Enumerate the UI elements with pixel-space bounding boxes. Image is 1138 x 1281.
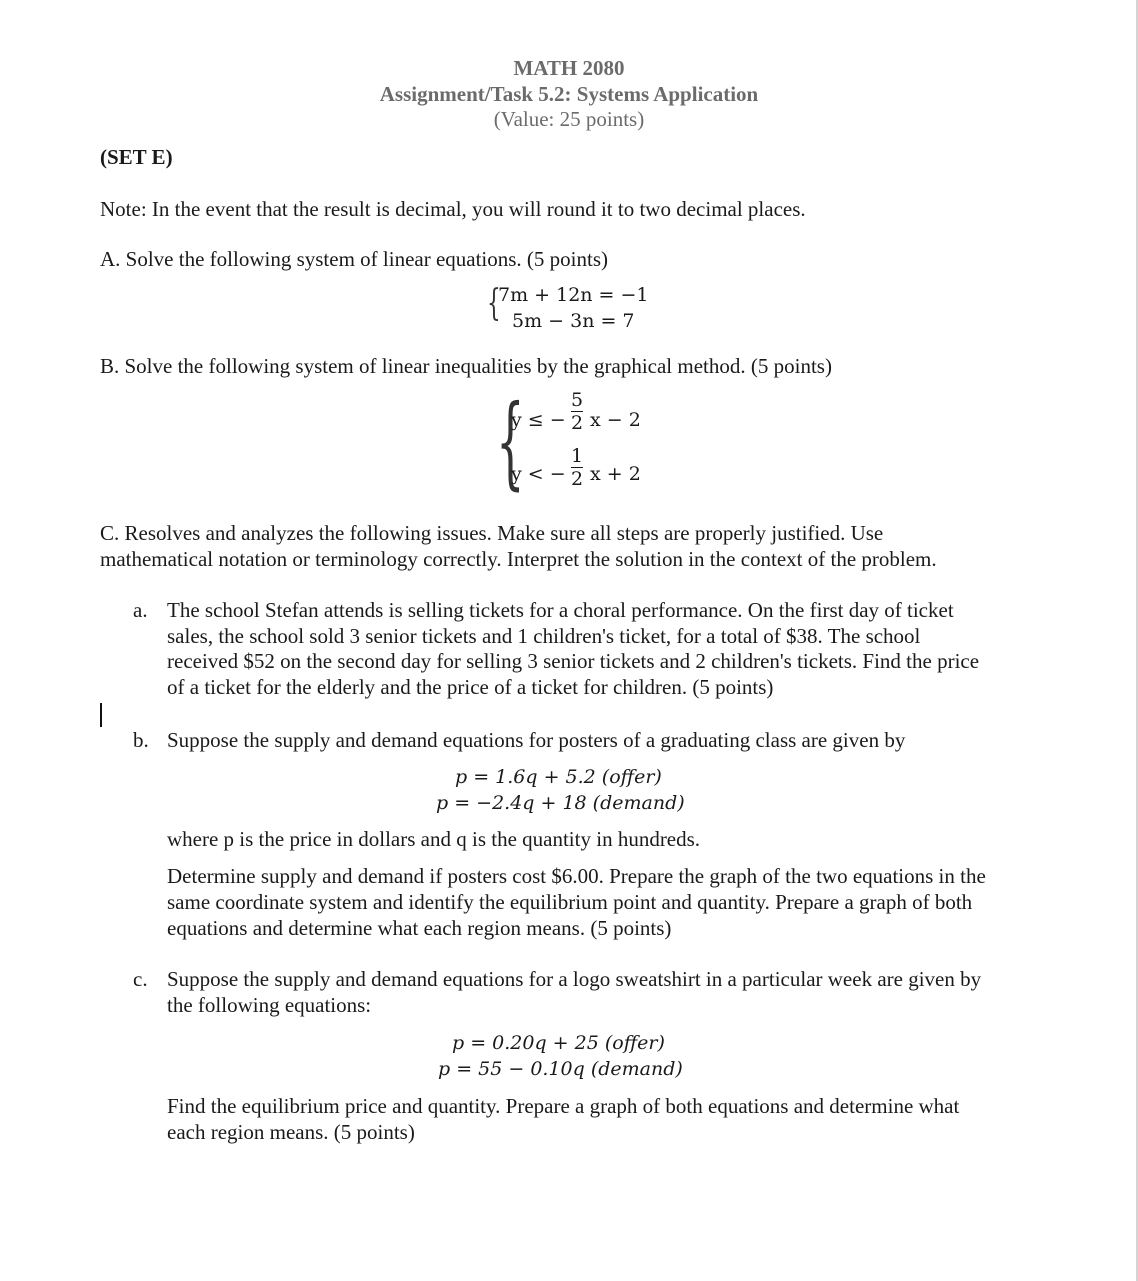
item-b-line: equations and determine what each region means. (5 points) (167, 916, 672, 940)
item-c-intro-line: Suppose the supply and demand equations for a logo sweatshirt in a particular week are given by (167, 967, 982, 991)
item-c-line: Find the equilibrium price and quantity. Prepare a graph of both equations and determine what (167, 1094, 960, 1118)
item-a-line: sales, the school sold 3 senior tickets and 1 children's ticket, for a total of $38. The school (167, 624, 921, 648)
equation-b-demand: p = −2.4q + 18 (demand) (436, 792, 685, 814)
item-a-line: The school Stefan attends is selling tickets for a choral performance. On the first day of ticket (167, 598, 954, 622)
fraction-denominator: 2 (571, 468, 584, 490)
assignment-title: Assignment/Task 5.2: Systems Application (379, 82, 759, 106)
item-b-where: where p is the price in dollars and q is the quantity in hundreds. (167, 827, 701, 851)
item-b-marker: b. (133, 728, 149, 752)
set-label: (SET E) (100, 145, 173, 169)
fraction-denominator: 2 (571, 412, 584, 434)
inequality-b1-fraction (571, 390, 583, 433)
course-title: MATH 2080 (513, 56, 625, 80)
equation-a2: 5m − 3n = 7 (512, 310, 635, 332)
item-b-line: Determine supply and demand if posters cost $6.00. Prepare the graph of the two equations in the (167, 864, 986, 888)
equation-a1: 7m + 12n = −1 (498, 284, 649, 306)
item-a-marker: a. (133, 598, 148, 622)
inequality-b1-lhs: y ≤ − (511, 409, 566, 431)
text-cursor (100, 703, 102, 727)
rounding-note: Note: In the event that the result is decimal, you will round it to two decimal places. (100, 197, 806, 221)
item-c-intro-line: the following equations: (167, 993, 372, 1017)
section-b-prompt: B. Solve the following system of linear inequalities by the graphical method. (5 points) (100, 354, 832, 378)
item-b-intro: Suppose the supply and demand equations for posters of a graduating class are given by (167, 728, 906, 752)
item-a-line: received $52 on the second day for selling 3 senior tickets and 2 children's tickets. Find the price (167, 649, 980, 673)
item-b-line: same coordinate system and identify the equilibrium point and quantity. Prepare a graph of both (167, 890, 973, 914)
fraction-numerator: 5 (571, 389, 584, 411)
inequality-b2-rhs: x + 2 (590, 463, 641, 485)
left-brace-icon: { (496, 383, 525, 500)
section-c-intro-line2: mathematical notation or terminology correctly. Interpret the solution in the context of the problem. (100, 547, 937, 571)
assignment-value: (Value: 25 points) (493, 107, 645, 131)
left-brace-icon: { (487, 283, 501, 324)
equation-c-demand: p = 55 − 0.10q (demand) (438, 1058, 683, 1080)
item-a-line: of a ticket for the elderly and the price of a ticket for children. (5 points) (167, 675, 774, 699)
inequality-b2-fraction (571, 446, 583, 489)
section-c-intro-line1: C. Resolves and analyzes the following issues. Make sure all steps are properly justified. Use (100, 521, 884, 545)
section-a-prompt: A. Solve the following system of linear equations. (5 points) (100, 247, 609, 271)
fraction-numerator: 1 (571, 445, 584, 467)
equation-c-supply: p = 0.20q + 25 (offer) (452, 1032, 665, 1054)
inequality-b1-rhs: x − 2 (590, 409, 641, 431)
equation-b-supply: p = 1.6q + 5.2 (offer) (455, 766, 662, 788)
item-c-line: each region means. (5 points) (167, 1120, 415, 1144)
item-c-marker: c. (133, 967, 148, 991)
inequality-b2-lhs: y < − (511, 463, 566, 485)
